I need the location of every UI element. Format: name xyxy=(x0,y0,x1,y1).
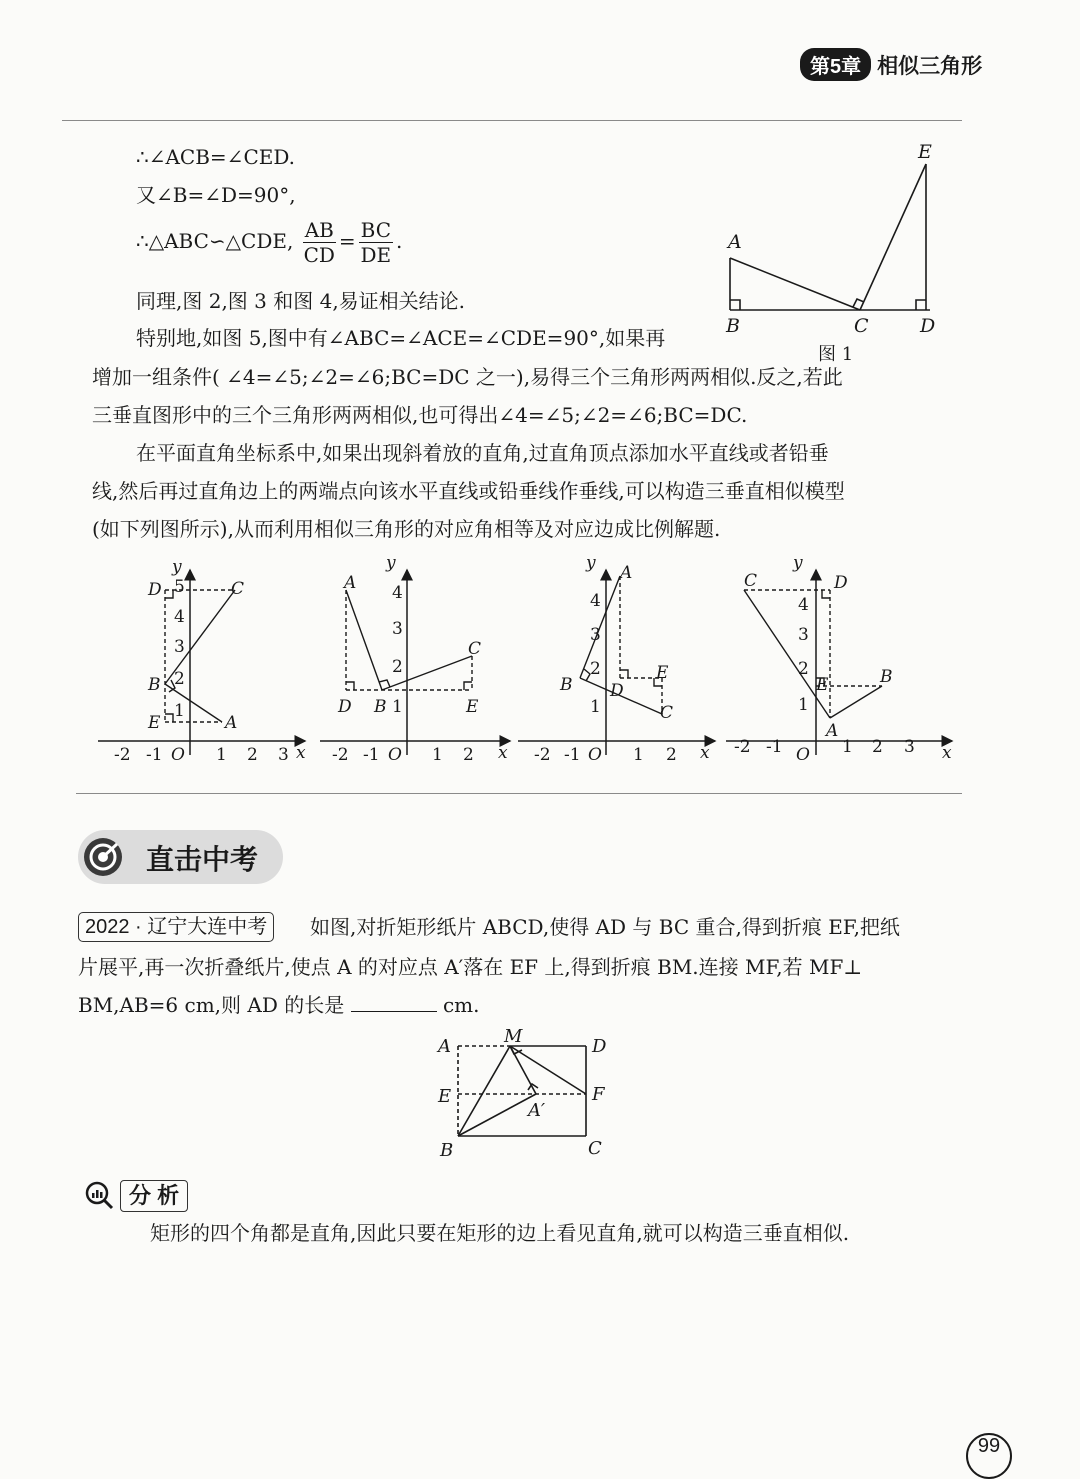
figure-1-caption: 图 1 xyxy=(818,344,854,365)
x-tick: 2 xyxy=(247,745,258,765)
chapter-title: 相似三角形 xyxy=(877,54,983,78)
label-b: B xyxy=(440,1140,454,1161)
x-tick: -2 xyxy=(332,745,349,765)
y-tick: 2 xyxy=(590,659,601,679)
point-label: E xyxy=(148,713,161,733)
point-label: E xyxy=(466,697,479,717)
graph-1 xyxy=(98,557,306,765)
text-line: 又∠B=∠D=90°, xyxy=(136,183,296,207)
point-label: B xyxy=(560,675,573,695)
right-angle-d xyxy=(822,590,830,598)
label-e: E xyxy=(438,1086,452,1107)
label-d: D xyxy=(592,1036,607,1057)
header-rule xyxy=(62,120,962,121)
magnifier-chart-icon xyxy=(84,1180,114,1210)
x-tick: 2 xyxy=(872,737,883,757)
text-segment: BM,AB=6 cm,则 AD 的长是 xyxy=(78,993,345,1017)
axis-x-label: x xyxy=(498,743,508,763)
label-m: M xyxy=(504,1026,523,1047)
problem-line: 如图,对折矩形纸片 ABCD,使得 AD 与 BC 重合,得到折痕 EF,把纸 xyxy=(310,915,900,939)
axis-y-label: y xyxy=(793,553,803,573)
frac-den: CD xyxy=(303,243,335,267)
origin-label: O xyxy=(171,745,185,765)
right-angle-e xyxy=(165,714,173,722)
right-angle-d xyxy=(346,682,354,690)
axis-y-label: y xyxy=(386,553,396,573)
coordinate-graphs xyxy=(90,550,990,770)
y-tick: 3 xyxy=(392,619,403,639)
y-tick: 4 xyxy=(174,607,185,627)
y-tick: 4 xyxy=(798,595,809,615)
equals-sign: = xyxy=(338,229,356,253)
analysis-label: 分 析 xyxy=(120,1180,188,1212)
axis-y-label: y xyxy=(172,557,182,577)
x-tick: -1 xyxy=(363,745,380,765)
point-label: A xyxy=(620,563,633,583)
line-ac xyxy=(730,258,860,310)
text-segment: ∴△ABC∽△CDE, xyxy=(136,229,294,253)
point-label: D xyxy=(610,681,624,701)
problem-line: 片展平,再一次折叠纸片,使点 A 的对应点 A′落在 EF 上,得到折痕 BM.连接 MF,若 MF⊥ xyxy=(78,955,863,979)
analysis-text: 矩形的四个角都是直角,因此只要在矩形的边上看见直角,就可以构造三垂直相似. xyxy=(150,1221,850,1245)
x-tick: -2 xyxy=(734,737,751,757)
point-label: A xyxy=(225,713,238,733)
point-label: E xyxy=(656,663,669,683)
label-d: D xyxy=(920,315,936,337)
label-c: C xyxy=(854,315,869,337)
right-angle-d xyxy=(916,300,926,310)
origin-label: O xyxy=(796,745,810,765)
segment-ca xyxy=(744,590,830,718)
y-tick: 4 xyxy=(590,591,601,611)
right-angle-b xyxy=(730,300,740,310)
origin-label: O xyxy=(588,745,602,765)
answer-blank xyxy=(351,1011,437,1012)
label-a-prime: A′ xyxy=(528,1100,546,1121)
label-b: B xyxy=(726,315,740,337)
text-line: ∴∠ACB=∠CED. xyxy=(136,145,296,169)
label-a: A xyxy=(728,231,742,253)
chapter-header xyxy=(800,48,1000,88)
x-tick: -1 xyxy=(766,737,783,757)
target-icon xyxy=(84,838,122,876)
fraction-bc-de xyxy=(359,218,393,267)
point-label: A xyxy=(344,573,357,593)
x-tick: -2 xyxy=(114,745,131,765)
x-tick: -1 xyxy=(146,745,163,765)
x-tick: 1 xyxy=(432,745,443,765)
graph-4 xyxy=(726,553,952,765)
line-ce xyxy=(860,164,926,310)
y-tick: 1 xyxy=(392,697,403,717)
y-tick: 3 xyxy=(590,625,601,645)
frac-den: DE xyxy=(360,243,392,267)
figure-2-diagram xyxy=(430,1026,630,1166)
y-tick: 5 xyxy=(174,577,185,597)
frac-num: AB xyxy=(304,218,334,242)
text-line: 线,然后再过直角边上的两端点向该水平直线或铅垂线作垂线,可以构造三垂直相似模型 xyxy=(92,479,845,503)
axis-x-label: x xyxy=(296,743,306,763)
y-tick: 2 xyxy=(174,669,185,689)
x-tick: 3 xyxy=(278,745,289,765)
y-tick: 3 xyxy=(798,625,809,645)
x-tick: -2 xyxy=(534,745,551,765)
page-number: 99 xyxy=(966,1433,1012,1479)
right-angle-e xyxy=(464,682,472,690)
segment-ab xyxy=(346,590,382,690)
x-tick: 2 xyxy=(463,745,474,765)
line-mf xyxy=(510,1046,586,1094)
frac-num: BC xyxy=(360,218,391,242)
text-segment: . xyxy=(396,229,403,253)
figure-1-diagram xyxy=(720,140,960,370)
right-angle-d xyxy=(165,590,173,598)
point-label: D xyxy=(338,697,352,717)
y-tick: 4 xyxy=(392,583,403,603)
x-tick: 3 xyxy=(904,737,915,757)
graph-2 xyxy=(320,553,510,765)
y-tick: 2 xyxy=(798,659,809,679)
x-tick: -1 xyxy=(564,745,581,765)
chapter-badge: 第5章 xyxy=(800,48,871,81)
text-line: 同理,图 2,图 3 和图 4,易证相关结论. xyxy=(136,289,466,313)
point-label: D xyxy=(148,580,162,600)
point-label: C xyxy=(468,639,482,659)
graph-3 xyxy=(518,553,715,765)
x-tick: 1 xyxy=(842,737,853,757)
y-tick: 1 xyxy=(590,697,601,717)
right-angle xyxy=(620,670,628,678)
section-rule xyxy=(76,793,962,794)
x-tick: 1 xyxy=(633,745,644,765)
y-tick: 3 xyxy=(174,637,185,657)
segment-ab xyxy=(830,686,882,718)
origin-label: O xyxy=(388,745,402,765)
point-label: B xyxy=(374,697,387,717)
section-title: 直击中考 xyxy=(146,844,259,875)
fraction-ab-cd xyxy=(303,218,336,267)
text-line: 特别地,如图 5,图中有∠ABC=∠ACE=∠CDE=90°,如果再 xyxy=(136,326,666,350)
text-line: 在平面直角坐标系中,如果出现斜着放的直角,过直角顶点添加水平直线或者铅垂 xyxy=(136,441,829,465)
point-label: C xyxy=(744,571,758,591)
label-a: A xyxy=(438,1036,451,1057)
problem-line xyxy=(78,992,479,1018)
point-label: A xyxy=(826,721,839,741)
label-c: C xyxy=(588,1138,602,1159)
point-label: D xyxy=(834,573,848,593)
label-f: F xyxy=(592,1084,605,1105)
point-label: E xyxy=(816,675,829,695)
text-segment: cm. xyxy=(442,993,480,1017)
text-line: 三垂直图形中的三个三角形两两相似,也可得出∠4=∠5;∠2=∠6;BC=DC. xyxy=(92,403,748,427)
point-label: B xyxy=(880,667,893,687)
point-label: B xyxy=(148,675,161,695)
point-label: C xyxy=(231,579,245,599)
axis-x-label: x xyxy=(942,743,952,763)
label-e: E xyxy=(918,141,932,163)
axis-y-label: y xyxy=(586,553,596,573)
y-tick: 2 xyxy=(392,657,403,677)
text-line: 增加一组条件( ∠4=∠5;∠2=∠6;BC=DC 之一),易得三个三角形两两相似.反之,若此 xyxy=(92,365,843,389)
text-line: (如下列图所示),从而利用相似三角形的对应角相等及对应边成比例解题. xyxy=(92,517,721,541)
axis-x-label: x xyxy=(700,743,710,763)
point-label: C xyxy=(660,703,674,723)
text-line-fraction xyxy=(136,218,402,267)
x-tick: 2 xyxy=(666,745,677,765)
y-tick: 1 xyxy=(798,695,809,715)
exam-source-tag: 2022 · 辽宁大连中考 xyxy=(78,912,274,942)
y-tick: 1 xyxy=(174,701,185,721)
x-tick: 1 xyxy=(216,745,227,765)
